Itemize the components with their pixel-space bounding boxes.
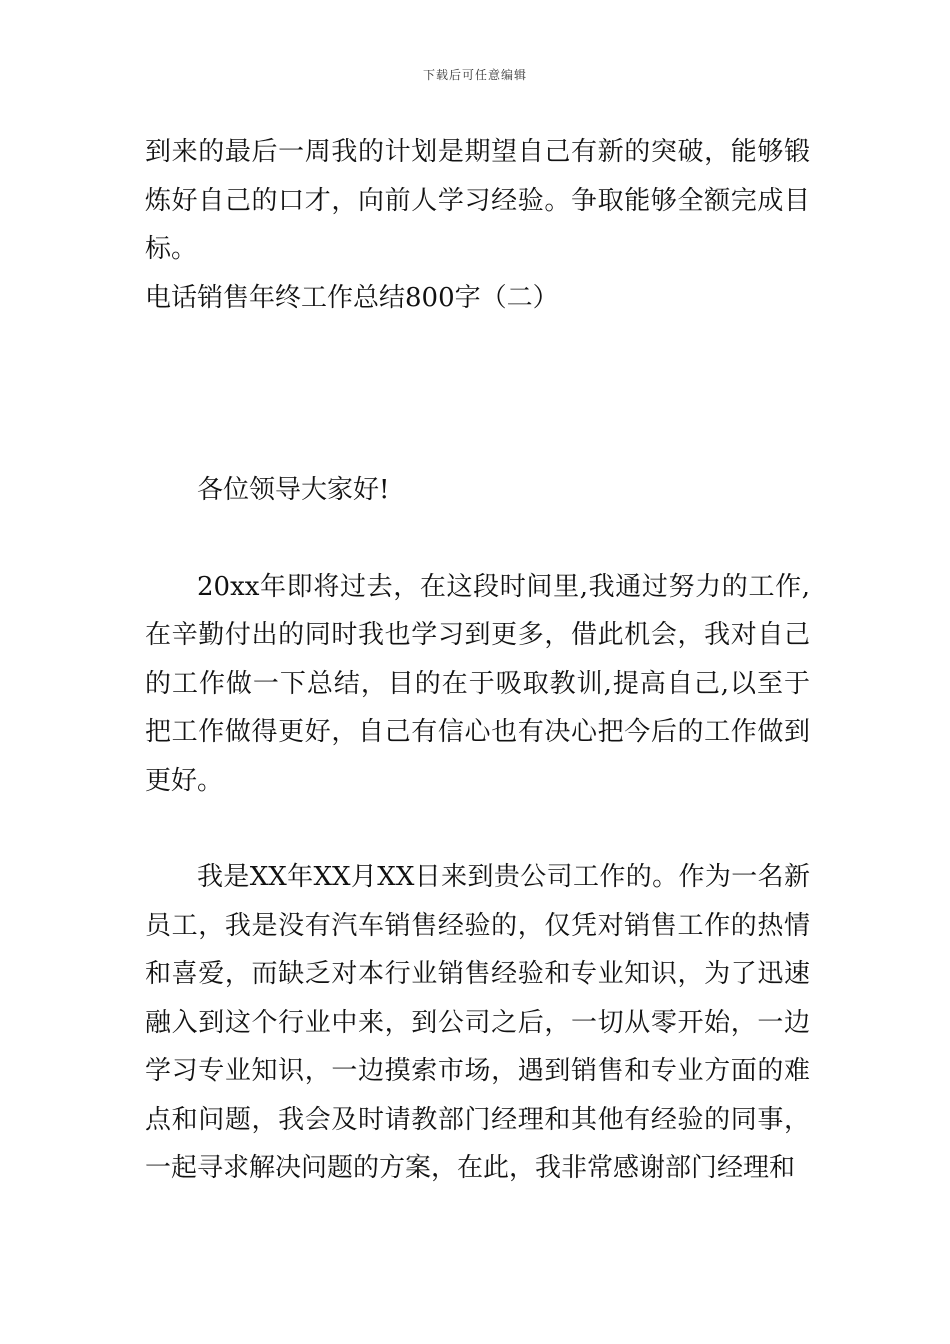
document-body — [145, 128, 810, 1193]
greeting: 各位领导大家好! — [197, 475, 390, 505]
paragraph-intro: 到来的最后一周我的计划是期望自己有新的突破，能够锻炼好自己的口才，向前人学习经验。争取能够全额完成目标。 — [145, 137, 810, 264]
paragraph-experience: 我是XX年XX月XX日来到贵公司工作的。作为一名新员工，我是没有汽车销售经验的，仅凭对销售工作的热情和喜爱，而缺乏对本行业销售经验和专业知识，为了迅速融入到这个行业中来，到公司之后，一切从零开始，一边学习专业知识，一边摸索市场，遇到销售和专业方面的难点和问题，我会及时请教部门经理和其他有经验的同事，一起寻求解决问题的方案，在此，我非常感谢部门经理和 — [145, 862, 810, 1183]
section-title: 电话销售年终工作总结800字（二） — [145, 282, 559, 313]
page-header-note: 下载后可任意编辑 — [422, 68, 527, 82]
paragraph-summary: 20xx年即将过去，在这段时间里,我通过努力的工作,在辛勤付出的同时我也学习到更多，借此机会，我对自己的工作做一下总结，目的在于吸取教训,提高自己,以至于把工作做得更好，自己有信心也有决心把今后的工作做到更好。 — [145, 571, 810, 796]
